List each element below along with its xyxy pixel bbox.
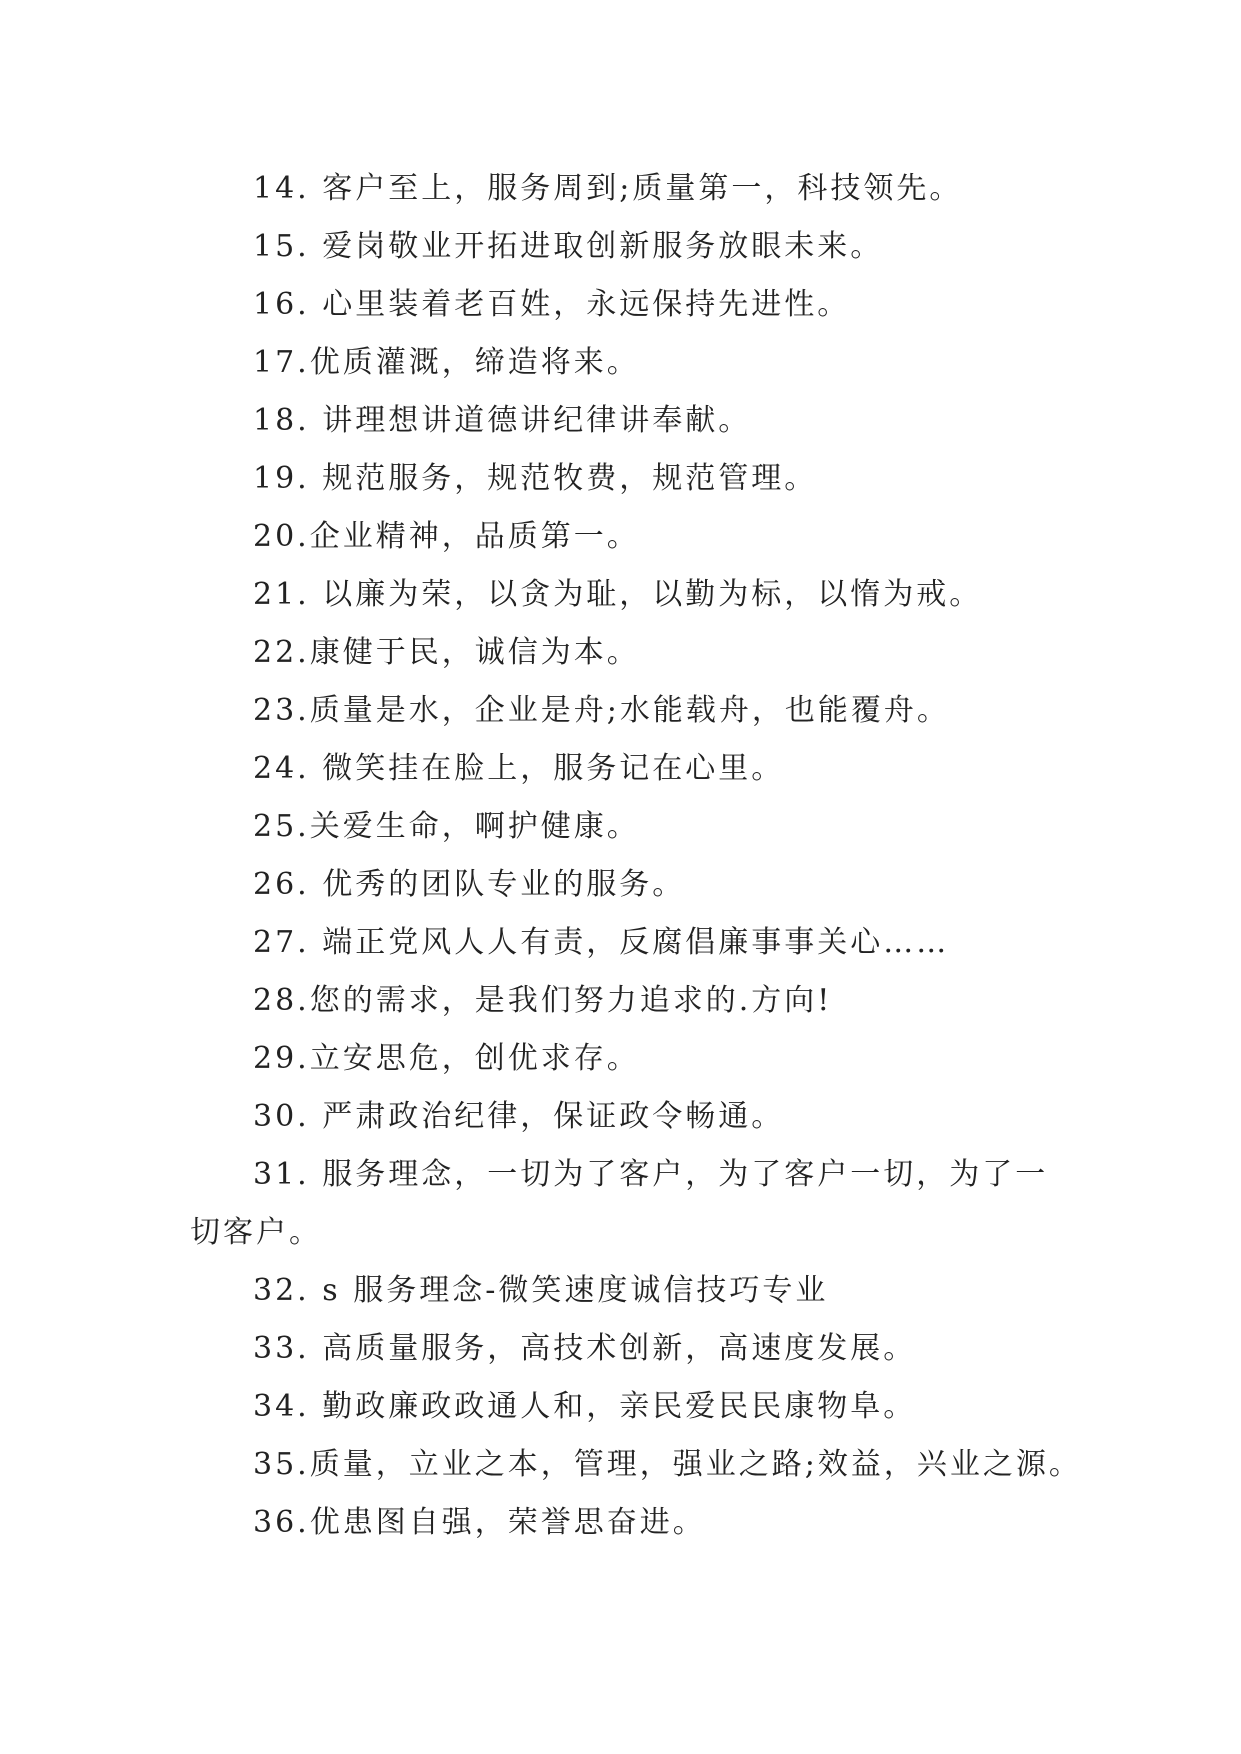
item-separator — [310, 1099, 323, 1134]
list-item — [190, 1320, 1070, 1378]
list-item — [190, 972, 1070, 1030]
list-item — [190, 334, 1070, 392]
wrapped-first-row — [253, 1146, 1070, 1204]
item-text: 优质灌溉，缔造将来。 — [309, 345, 640, 380]
list-item — [190, 1494, 1070, 1552]
item-text: 立安思危，创优求存。 — [309, 1041, 640, 1076]
item-number: 14. — [253, 171, 310, 206]
item-separator — [310, 171, 323, 206]
item-text: 高质量服务，高技术创新，高速度发展。 — [322, 1331, 917, 1366]
list-item — [190, 1378, 1070, 1436]
item-number: 23. — [253, 693, 310, 728]
item-number: 15. — [253, 229, 310, 264]
list-item — [190, 276, 1070, 334]
list-item — [190, 566, 1070, 624]
item-text: 端正党风人人有责，反腐倡廉事事关心…… — [322, 925, 950, 960]
item-text: 企业精神，品质第一。 — [309, 519, 640, 554]
item-text: 严肃政治纪律，保证政令畅通。 — [322, 1099, 785, 1134]
item-number: 35. — [253, 1447, 310, 1482]
item-text: 勤政廉政政通人和，亲民爱民民康物阜。 — [322, 1389, 917, 1424]
item-text: 规范服务，规范牧费，规范管理。 — [322, 461, 818, 496]
item-number: 29. — [253, 1041, 310, 1076]
list-item-wrapped — [190, 1146, 1070, 1262]
item-separator — [310, 461, 323, 496]
item-text-continuation: 切客户。 — [190, 1215, 322, 1250]
list-item — [190, 218, 1070, 276]
item-text: 您的需求，是我们努力追求的.方向! — [309, 983, 833, 1018]
list-item — [190, 682, 1070, 740]
item-number: 33. — [253, 1331, 310, 1366]
list-item — [190, 160, 1070, 218]
list-item — [190, 856, 1070, 914]
item-text: 讲理想讲道德讲纪律讲奉献。 — [322, 403, 752, 438]
list-item — [190, 1436, 1082, 1494]
item-text: 服务理念，一切为了客户，为了客户一切，为了一 — [322, 1157, 1049, 1192]
list-item — [190, 914, 1070, 972]
item-text: 康健于民，诚信为本。 — [309, 635, 640, 670]
item-separator — [310, 577, 323, 612]
item-text: s 服务理念-微笑速度诚信技巧专业 — [322, 1273, 829, 1308]
item-text: 关爱生命，啊护健康。 — [309, 809, 640, 844]
item-number: 16. — [253, 287, 310, 322]
item-separator — [310, 751, 323, 786]
item-separator — [310, 403, 323, 438]
list-item — [190, 1088, 1070, 1146]
item-number: 25. — [253, 809, 310, 844]
item-number: 22. — [253, 635, 310, 670]
item-number: 17. — [253, 345, 310, 380]
item-text: 爱岗敬业开拓进取创新服务放眼未来。 — [322, 229, 884, 264]
item-separator — [310, 867, 323, 902]
item-text: 心里装着老百姓，永远保持先进性。 — [322, 287, 851, 322]
item-number: 26. — [253, 867, 310, 902]
list-item — [190, 798, 1070, 856]
item-separator — [310, 287, 323, 322]
item-number: 21. — [253, 577, 310, 612]
list-item — [190, 508, 1070, 566]
item-number: 20. — [253, 519, 310, 554]
list-item — [190, 450, 1070, 508]
item-text: 优患图自强，荣誉思奋进。 — [309, 1505, 706, 1540]
item-text: 质量，立业之本，管理，强业之路;效益，兴业之源。 — [309, 1447, 1082, 1482]
item-number: 18. — [253, 403, 310, 438]
item-number: 30. — [253, 1099, 310, 1134]
item-number: 28. — [253, 983, 310, 1018]
slogan-list — [190, 160, 1082, 1552]
item-number: 36. — [253, 1505, 310, 1540]
item-text: 质量是水，企业是舟;水能载舟，也能覆舟。 — [309, 693, 950, 728]
item-number: 19. — [253, 461, 310, 496]
list-item — [190, 1262, 1070, 1320]
item-number: 24. — [253, 751, 310, 786]
item-text: 以廉为荣，以贪为耻，以勤为标，以惰为戒。 — [322, 577, 983, 612]
item-separator — [310, 1273, 323, 1308]
item-separator — [310, 229, 323, 264]
item-separator — [310, 1331, 323, 1366]
item-text: 优秀的团队专业的服务。 — [322, 867, 686, 902]
item-separator — [310, 1389, 323, 1424]
list-item — [190, 740, 1070, 798]
item-number: 31. — [253, 1157, 310, 1192]
list-item — [190, 624, 1070, 682]
item-number: 34. — [253, 1389, 310, 1424]
list-item — [190, 1030, 1070, 1088]
item-separator — [310, 1157, 323, 1192]
item-separator — [310, 925, 323, 960]
item-number: 32. — [253, 1273, 310, 1308]
item-number: 27. — [253, 925, 310, 960]
list-item — [190, 392, 1070, 450]
item-text: 客户至上，服务周到;质量第一，科技领先。 — [322, 171, 963, 206]
item-text: 微笑挂在脸上，服务记在心里。 — [322, 751, 785, 786]
